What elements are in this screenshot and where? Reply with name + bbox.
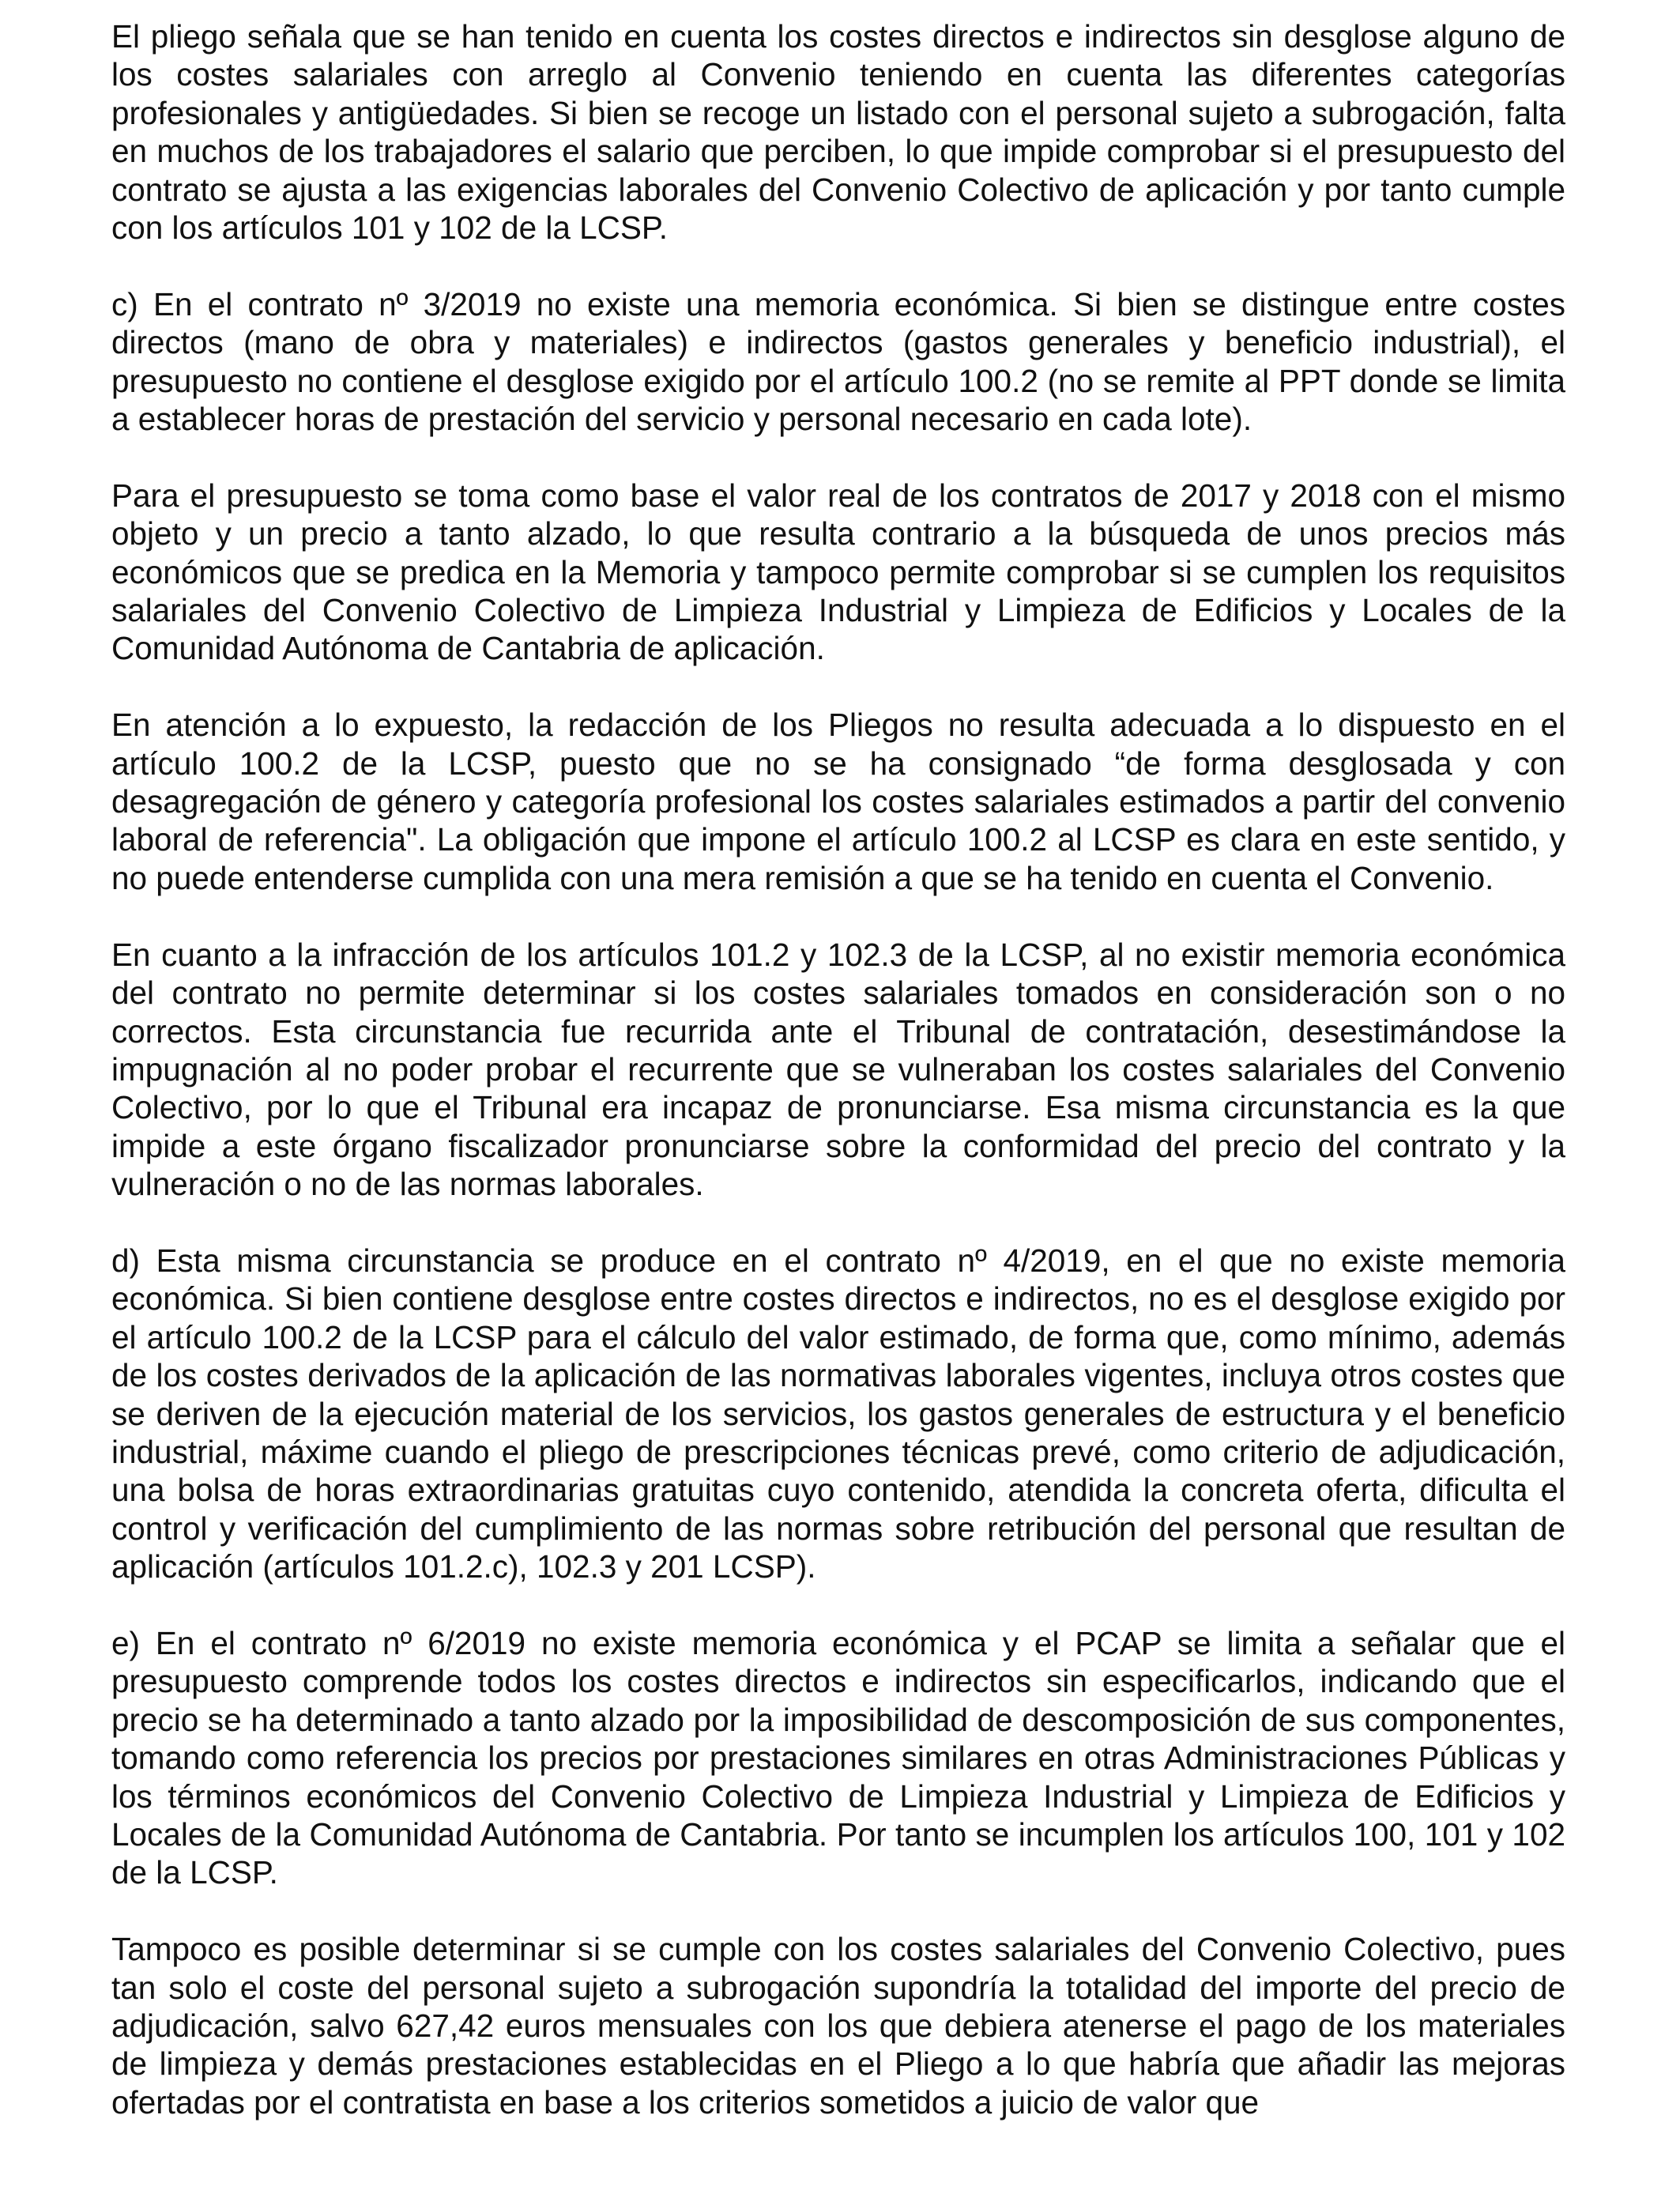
paragraph-tampoco-posible: Tampoco es posible determinar si se cumple con los costes salariales del Convenio Colectivo, pues tan solo el coste del personal sujeto a subrogación supondría la totalidad del importe del precio de adjudicación, salvo 627,42 euros mensuales con los que debiera atenerse el pago de los materiales de limpieza y demás prestaciones establecidas en el Pliego a lo que habría que añadir las mejoras ofertadas por el contratista en base a los criterios sometidos a juicio de valor que [111, 1931, 1565, 2120]
paragraph-contrato-6-2019: e) En el contrato nº 6/2019 no existe memoria económica y el PCAP se limita a señalar que el presupuesto comprende todos los costes directos e indirectos sin especificarlos, indicando que el precio se ha determinado a tanto alzado por la imposibilidad de descomposición de sus componentes, tomando como referencia los precios por prestaciones similares en otras Administraciones Públicas y los términos económicos del Convenio Colectivo de Limpieza Industrial y Limpieza de Edificios y Locales de la Comunidad Autónoma de Cantabria. Por tanto se incumplen los artículos 100, 101 y 102 de la LCSP. [111, 1624, 1565, 1891]
paragraph-contrato-4-2019: d) Esta misma circunstancia se produce en el contrato nº 4/2019, en el que no existe memoria económica. Si bien contiene desglose entre costes directos e indirectos, no es el desglose exigido por el artículo 100.2 de la LCSP para el cálculo del valor estimado, de forma que, como mínimo, además de los costes derivados de la aplicación de las normativas laborales vigentes, incluya otros costes que se deriven de la ejecución material de los servicios, los gastos generales de estructura y el beneficio industrial, máxime cuando el pliego de prescripciones técnicas prevé, como criterio de adjudicación, una bolsa de horas extraordinarias gratuitas cuyo contenido, atendida la concreta oferta, dificulta el control y verificación del cumplimiento de las normas sobre retribución del personal que resultan de aplicación (artículos 101.2.c), 102.3 y 201 LCSP). [111, 1242, 1565, 1585]
paragraph-presupuesto-base: Para el presupuesto se toma como base el valor real de los contratos de 2017 y 2018 con el mismo objeto y un precio a tanto alzado, lo que resulta contrario a la búsqueda de unos precios más económicos que se predica en la Memoria y tampoco permite comprobar si se cumplen los requisitos salariales del Convenio Colectivo de Limpieza Industrial y Limpieza de Edificios y Locales de la Comunidad Autónoma de Cantabria de aplicación. [111, 477, 1565, 667]
paragraph-infraccion-articulos: En cuanto a la infracción de los artículos 101.2 y 102.3 de la LCSP, al no existir memoria económica del contrato no permite determinar si los costes salariales tomados en consideración son o no correctos. Esta circunstancia fue recurrida ante el Tribunal de contratación, desestimándose la impugnación al no poder probar el recurrente que se vulneraban los costes salariales del Convenio Colectivo, por lo que el Tribunal era incapaz de pronunciarse. Esa misma circunstancia es la que impide a este órgano fiscalizador pronunciarse sobre la conformidad del precio del contrato y la vulneración o no de las normas laborales. [111, 936, 1565, 1203]
document-page [111, 17, 1565, 2121]
paragraph-costes-salariales: El pliego señala que se han tenido en cuenta los costes directos e indirectos sin desglose alguno de los costes salariales con arreglo al Convenio teniendo en cuenta las diferentes categorías profesionales y antigüedades. Si bien se recoge un listado con el personal sujeto a subrogación, falta en muchos de los trabajadores el salario que perciben, lo que impide comprobar si el presupuesto del contrato se ajusta a las exigencias laborales del Convenio Colectivo de aplicación y por tanto cumple con los artículos 101 y 102 de la LCSP. [111, 18, 1565, 247]
paragraph-atencion-expuesto: En atención a lo expuesto, la redacción de los Pliegos no resulta adecuada a lo dispuesto en el artículo 100.2 de la LCSP, puesto que no se ha consignado “de forma desglosada y con desagregación de género y categoría profesional los costes salariales estimados a partir del convenio laboral de referencia". La obligación que impone el artículo 100.2 al LCSP es clara en este sentido, y no puede entenderse cumplida con una mera remisión a que se ha tenido en cuenta el Convenio. [111, 707, 1565, 896]
paragraph-contrato-3-2019: c) En el contrato nº 3/2019 no existe una memoria económica. Si bien se distingue entre costes directos (mano de obra y materiales) e indirectos (gastos generales y beneficio industrial), el presupuesto no contiene el desglose exigido por el artículo 100.2 (no se remite al PPT donde se limita a establecer horas de prestación del servicio y personal necesario en cada lote). [111, 285, 1565, 438]
